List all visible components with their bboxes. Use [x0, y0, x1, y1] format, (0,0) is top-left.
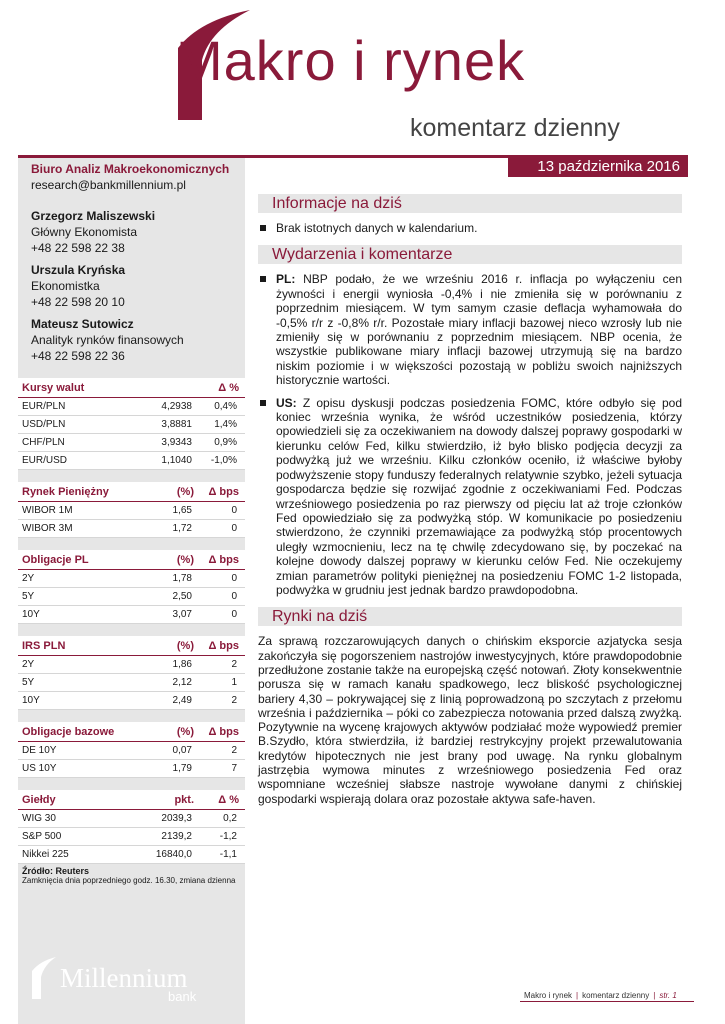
table-cell: DE 10Y [22, 745, 57, 756]
source-note: Zamknięcia dnia poprzedniego godz. 16.30, zmiana dzienna [22, 876, 236, 885]
column-header: pkt. [174, 793, 194, 806]
table-row [18, 588, 245, 606]
contact-block [31, 161, 229, 364]
table-row [18, 606, 245, 624]
footer-title: Makro i rynek [524, 991, 573, 1000]
table-cell: 2 [231, 695, 237, 706]
section-heading: Informacje na dziś [258, 194, 682, 213]
column-header: Δ % [218, 793, 239, 806]
column-header: Giełdy [22, 793, 56, 806]
table-cell: 1 [231, 677, 237, 688]
column-header: IRS PLN [22, 639, 66, 652]
table-cell: 1,79 [172, 763, 192, 774]
source-label: Źródło: Reuters [22, 866, 90, 876]
main-content [258, 194, 682, 806]
market-table [18, 482, 245, 538]
table-cell: 1,86 [172, 659, 192, 670]
footer-subtitle: komentarz dzienny [582, 991, 650, 1000]
org-name: Biuro Analiz Makroekonomicznych [31, 162, 230, 176]
table-cell: 7 [231, 763, 237, 774]
table-cell: 0,9% [214, 437, 237, 448]
table-header [18, 636, 245, 656]
table-header [18, 790, 245, 810]
column-header: (%) [176, 553, 194, 566]
table-cell: 2 [231, 745, 237, 756]
table-header [18, 550, 245, 570]
page-subtitle: komentarz dzienny [410, 114, 620, 142]
person-role: Główny Ekonomista [31, 225, 138, 239]
section-heading: Wydarzenia i komentarze [258, 245, 682, 264]
column-header: Δ bps [208, 639, 239, 652]
market-table [18, 378, 245, 470]
person-name: Grzegorz Maliszewski [31, 209, 156, 223]
table-cell: 0,2 [223, 813, 237, 824]
page-number: str. 1 [659, 991, 677, 1000]
table-cell: 10Y [22, 695, 40, 706]
person [31, 316, 229, 364]
table-cell: EUR/PLN [22, 401, 66, 412]
market-table [18, 550, 245, 624]
table-cell: 2,12 [172, 677, 192, 688]
email[interactable]: research@bankmillennium.pl [31, 178, 186, 192]
footer-sep: | [653, 991, 656, 1000]
column-header: Obligacje bazowe [22, 725, 115, 738]
table-header [18, 378, 245, 398]
table-cell: 0 [231, 505, 237, 516]
market-tables [18, 378, 245, 885]
bullet-text: Z opisu dyskusji podczas posiedzenia FOMC, które odbyło się pod koniec września wynika, że wśród uczestników posiedzenia, którzy opowiedzieli się za oczekiwaniem na dowody dalszej poprawy gospodarki w kierunku celów Fed, kilku stwierdziło, iż było blisko podjęcia decyzji za podwyżką już we wrześniu. Kilku członków oceniło, iż właściwe byłoby podwyższenie stopy funduszy federalnych relatywnie szybko, jeżeli sytuacja gospodarcza będzie się rozwijać zgodnie z oczekiwaniami Fed. Podczas wrześniowego posiedzenia po raz pierwszy od pięciu lat aż troje członków Fed opowiedziało się za podwyżką stóp. W komunikacie po posiedzeniu stwierdzono, że czynniki przemawiające za podwyżką stóp procentowych uległy wzmocnieniu, lecz na tę chwilę zdecydowano się, by poczekać na kolejne dowody dalszej poprawy w kierunku celów Fed. Nie oczekujemy zmian parametrów polityki pieniężnej na posiedzeniu FOMC 1-2 listopada, podwyżka w grudniu jest jednak bardzo prawdopodobna. [276, 395, 682, 597]
table-cell: 1,4% [214, 419, 237, 430]
logo-text: Millennium [60, 963, 188, 993]
table-cell: 2 [231, 659, 237, 670]
column-header: Δ % [218, 381, 239, 394]
column-header: (%) [176, 725, 194, 738]
person-phone: +48 22 598 22 38 [31, 241, 125, 255]
table-row [18, 810, 245, 828]
table-cell: 2139,2 [161, 831, 192, 842]
table-row [18, 674, 245, 692]
table-cell: 1,1040 [161, 455, 192, 466]
table-cell: 0,4% [214, 401, 237, 412]
table-cell: 0 [231, 609, 237, 620]
table-row [18, 846, 245, 864]
list-item [258, 272, 682, 387]
table-row [18, 434, 245, 452]
bullet-icon [260, 400, 266, 406]
bullet-lead: PL: [276, 272, 296, 287]
table-row [18, 398, 245, 416]
person-phone: +48 22 598 22 36 [31, 349, 125, 363]
section-heading: Rynki na dziś [258, 607, 682, 626]
table-cell: 2,49 [172, 695, 192, 706]
table-cell: 3,07 [172, 609, 192, 620]
table-row [18, 570, 245, 588]
table-cell: 0 [231, 573, 237, 584]
table-row [18, 452, 245, 470]
bullet-icon [260, 276, 266, 282]
person [31, 262, 229, 310]
logo-sub: bank [168, 989, 197, 1004]
table-cell: 3,8881 [161, 419, 192, 430]
market-table [18, 722, 245, 778]
table-cell: -1,0% [210, 455, 237, 466]
column-header: Δ bps [208, 485, 239, 498]
bullet-text: Brak istotnych danych w kalendarium. [276, 221, 478, 235]
table-cell: 0 [231, 591, 237, 602]
table-cell: 2039,3 [161, 813, 192, 824]
millennium-logo [26, 955, 231, 1005]
table-cell: 4,2938 [161, 401, 192, 412]
footer-rule [520, 1001, 694, 1002]
person-phone: +48 22 598 20 10 [31, 295, 125, 309]
table-cell: Nikkei 225 [22, 849, 69, 860]
column-header: Δ bps [208, 553, 239, 566]
table-cell: US 10Y [22, 763, 57, 774]
table-cell: 1,65 [172, 505, 192, 516]
table-row [18, 828, 245, 846]
table-row [18, 416, 245, 434]
bullet-lead: US: [276, 395, 297, 410]
column-header: Δ bps [208, 725, 239, 738]
table-cell: 5Y [22, 677, 35, 688]
table-cell: USD/PLN [22, 419, 66, 430]
table-row [18, 760, 245, 778]
person [31, 208, 229, 256]
column-header: (%) [176, 639, 194, 652]
bullet-text: NBP podało, że we wrześniu 2016 r. inflacja po wyłączeniu cen żywności i energii wyniosła -0,4% i nie zmieniła się w porównaniu z poprzednim miesiącem. W tym samym czasie deflacja wyhamowała do -0,5% r/r z -0,8% r/r. Pozostałe miary inflacji bazowej nieco wzrosły lub nie zmieniły się w porównaniu z poprzednim miesiącem. NBP ocenia, że wszystkie publikowane miary inflacji bazowej utrzymują się na bardzo niskim poziomie i w większości pozostają w pobliżu swoich najniższych historycznie wartości. [276, 272, 682, 388]
table-cell: S&P 500 [22, 831, 62, 842]
table-cell: WIBOR 3M [22, 523, 73, 534]
person-name: Urszula Kryńska [31, 263, 126, 277]
page-title: Makro i rynek [176, 29, 526, 92]
table-row [18, 742, 245, 760]
table-cell: CHF/PLN [22, 437, 65, 448]
footer [524, 991, 677, 1000]
person-name: Mateusz Sutowicz [31, 317, 134, 331]
market-table [18, 636, 245, 710]
list-item [258, 396, 682, 598]
table-cell: WIG 30 [22, 813, 56, 824]
table-row [18, 502, 245, 520]
table-row [18, 520, 245, 538]
table-cell: 5Y [22, 591, 35, 602]
table-cell: WIBOR 1M [22, 505, 73, 516]
table-cell: 16840,0 [155, 849, 192, 860]
table-row [18, 656, 245, 674]
table-cell: 1,78 [172, 573, 192, 584]
bullet-icon [260, 225, 266, 231]
column-header: (%) [176, 485, 194, 498]
table-row [18, 692, 245, 710]
table-cell: EUR/USD [22, 455, 68, 466]
table-cell: 0 [231, 523, 237, 534]
footer-sep: | [576, 991, 579, 1000]
table-cell: 0,07 [172, 745, 192, 756]
column-header: Obligacje PL [22, 553, 89, 566]
table-cell: 1,72 [172, 523, 192, 534]
table-header [18, 722, 245, 742]
table-cell: 2Y [22, 573, 35, 584]
paragraph: Za sprawą rozczarowujących danych o chińskim eksporcie azjatycka sesja zakończyła się pogorszeniem nastrojów inwestycyjnych, które prawdopodobnie przedłużone zostanie także na europejską część notowań. Złoty konsekwentnie porusza się w ramach kanału spadkowego, lecz bliskość psychologicznej bariery 4,30 – pokrywającej się z linią poprowadzoną po szczytach z przełomu września i października – póki co zabezpiecza notowania przed dalszą zwyżką. Pozytywnie na wycenę krajowych aktywów podziałać może wypowiedź premier B.Szydło, która stwierdziła, iż bardziej restrykcyjny projekt przewalutowania kredytów hipotecznych nie jest brany pod uwagę. Na rynku globalnym jastrzębia wymowa minutes z wrześniowego posiedzenia Fed oraz wspomniane wcześniej słabsze nastroje wywołane danymi z chińskiej gospodarki wspierają dolara oraz pozostałe aktywa safe-haven. [258, 634, 682, 806]
table-cell: 3,9343 [161, 437, 192, 448]
person-role: Ekonomistka [31, 279, 100, 293]
date-badge: 13 października 2016 [508, 157, 688, 177]
person-role: Analityk rynków finansowych [31, 333, 184, 347]
table-cell: -1,2 [219, 831, 237, 842]
table-header [18, 482, 245, 502]
table-cell: 2Y [22, 659, 35, 670]
table-cell: -1,1 [219, 849, 237, 860]
market-table [18, 790, 245, 864]
list-item [258, 221, 682, 235]
table-cell: 10Y [22, 609, 40, 620]
column-header: Rynek Pieniężny [22, 485, 109, 498]
column-header: Kursy walut [22, 381, 85, 394]
table-cell: 2,50 [172, 591, 192, 602]
